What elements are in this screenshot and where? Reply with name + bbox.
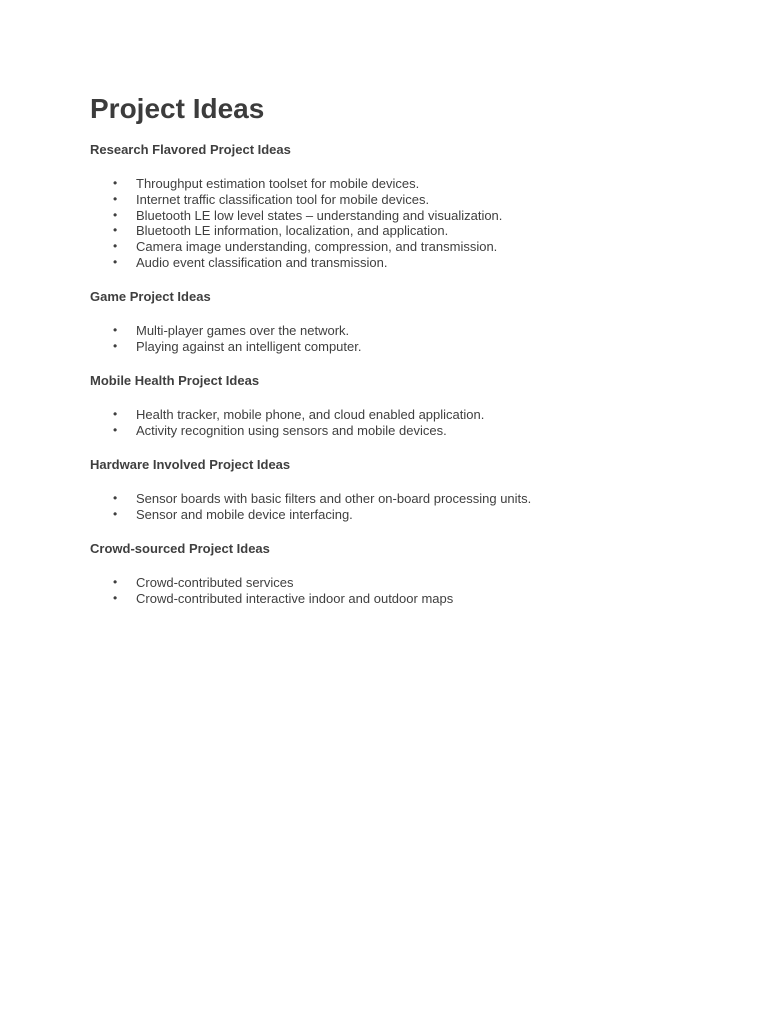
list-item-text: Health tracker, mobile phone, and cloud enabled application. — [136, 407, 485, 422]
bullet-icon: • — [113, 323, 118, 337]
list-item-text: Sensor and mobile device interfacing. — [136, 506, 353, 522]
bullet-icon: • — [113, 506, 118, 521]
section-heading-mobile-health: Mobile Health Project Ideas — [90, 373, 260, 388]
section-heading-hardware: Hardware Involved Project Ideas — [90, 457, 291, 472]
list-item-text: Activity recognition using sensors and mobile devices. — [136, 422, 447, 438]
list-item-text: Playing against an intelligent computer. — [136, 338, 362, 354]
page-title: Project Ideas — [90, 93, 265, 124]
bullet-icon: • — [113, 207, 118, 222]
bullet-icon: • — [113, 223, 118, 238]
list-item-text: Bluetooth LE information, localization, and application. — [136, 223, 449, 239]
list-item-text: Bluetooth LE low level states – understanding and visualization. — [136, 207, 503, 223]
bullet-icon: • — [113, 254, 118, 269]
bullet-icon: • — [113, 191, 118, 206]
bullet-icon: • — [113, 176, 118, 190]
list-item-text: Audio event classification and transmission. — [136, 254, 388, 270]
bullet-icon: • — [113, 575, 118, 589]
bullet-icon: • — [113, 239, 118, 254]
list-item-text: Crowd-contributed interactive indoor and outdoor maps — [136, 590, 454, 606]
list-item-text: Internet traffic classification tool for mobile devices. — [136, 191, 430, 207]
list-item-text: Throughput estimation toolset for mobile devices. — [136, 176, 420, 191]
section-heading-crowd-sourced: Crowd-sourced Project Ideas — [90, 541, 270, 556]
bullet-icon: • — [113, 491, 118, 505]
list-item-text: Crowd-contributed services — [136, 575, 294, 590]
list-item-text: Multi-player games over the network. — [136, 323, 350, 338]
section-heading-game: Game Project Ideas — [90, 289, 211, 304]
section-heading-research: Research Flavored Project Ideas — [90, 142, 291, 157]
bullet-icon: • — [113, 590, 118, 605]
bullet-icon: • — [113, 422, 118, 437]
bullet-icon: • — [113, 407, 118, 421]
list-item-text: Sensor boards with basic filters and other on-board processing units. — [136, 491, 532, 506]
list-item-text: Camera image understanding, compression, and transmission. — [136, 239, 498, 255]
bullet-icon: • — [113, 338, 118, 353]
